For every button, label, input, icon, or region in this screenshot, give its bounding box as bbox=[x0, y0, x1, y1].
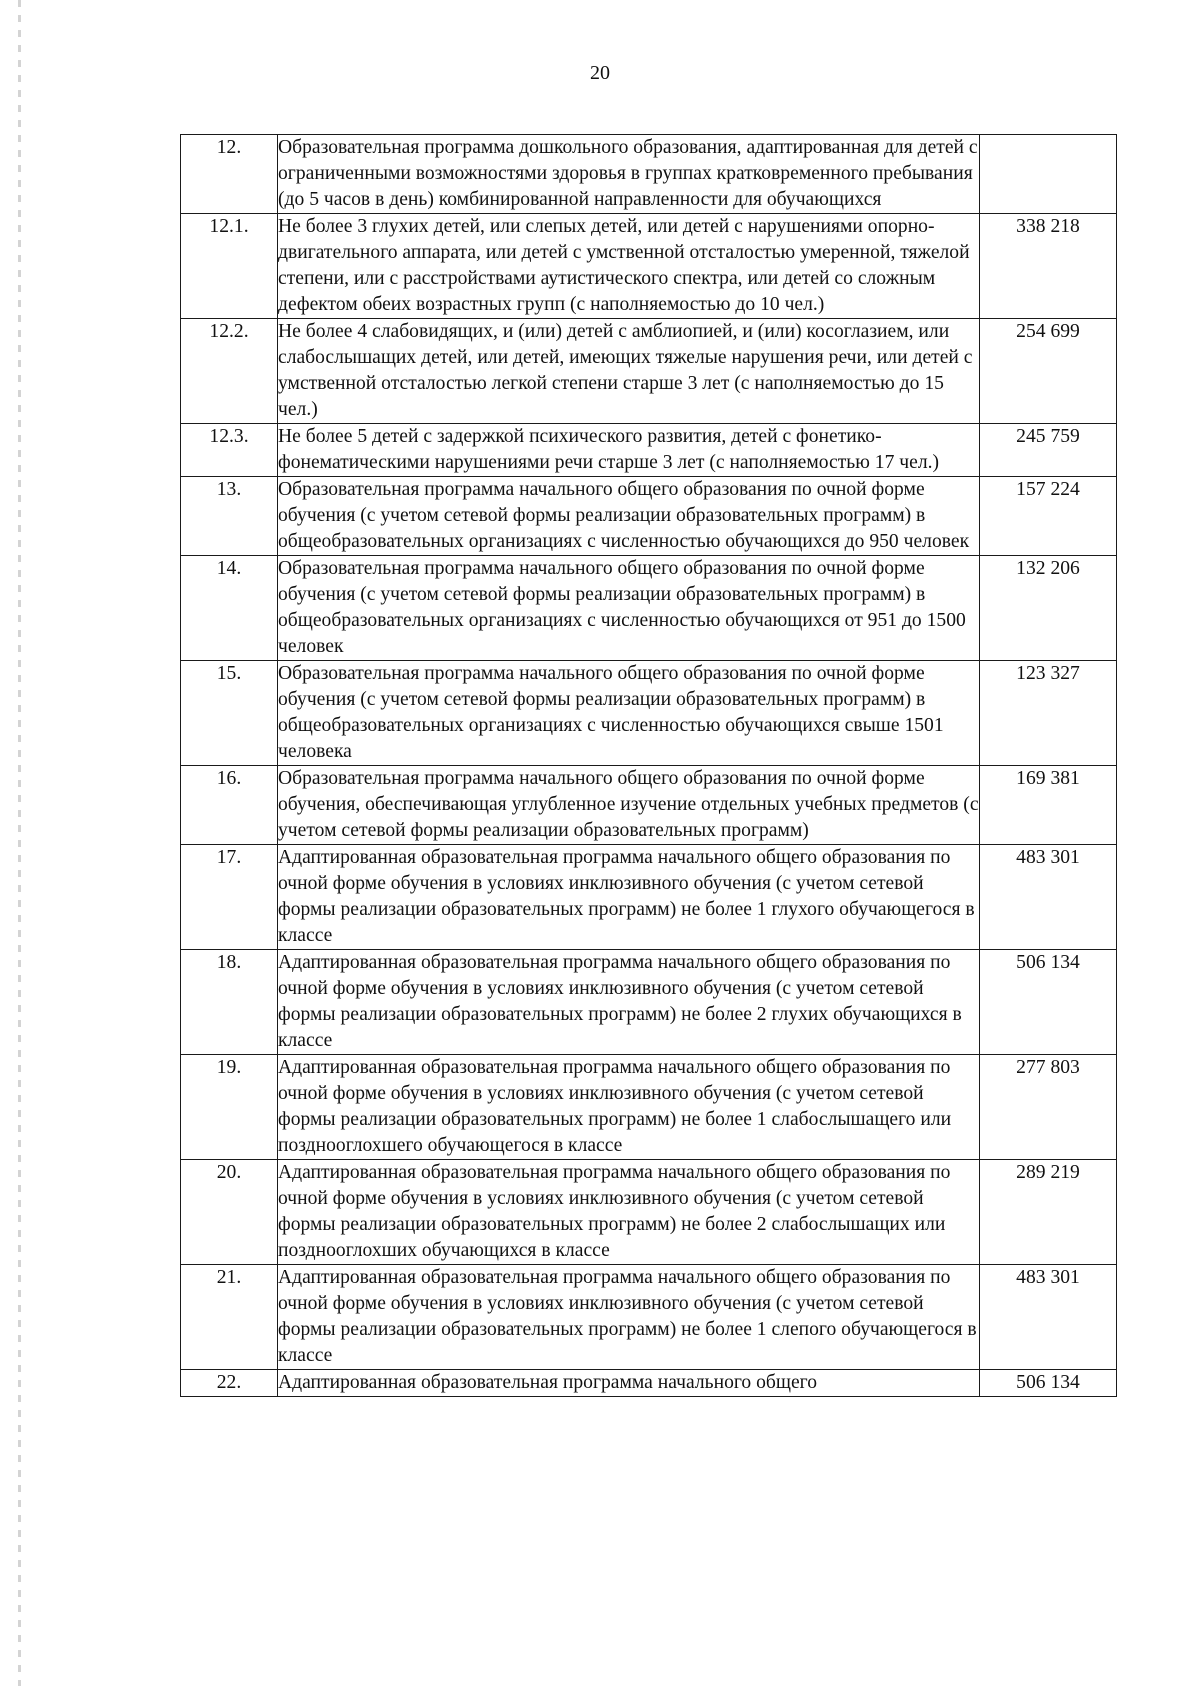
row-description: Образовательная программа начального общего образования по очной форме обучения, обеспечивающая углубленное изучение отдельных учебных предметов (с учетом сетевой формы реализации образовательных программ) bbox=[278, 766, 980, 845]
row-number: 13. bbox=[181, 477, 278, 556]
table-row bbox=[181, 214, 1117, 319]
row-value: 483 301 bbox=[980, 1265, 1117, 1370]
row-number: 22. bbox=[181, 1370, 278, 1397]
row-value: 157 224 bbox=[980, 477, 1117, 556]
row-value: 289 219 bbox=[980, 1160, 1117, 1265]
table-row bbox=[181, 1370, 1117, 1397]
table-row bbox=[181, 766, 1117, 845]
row-value: 123 327 bbox=[980, 661, 1117, 766]
row-value: 245 759 bbox=[980, 424, 1117, 477]
row-description: Не более 3 глухих детей, или слепых детей, или детей с нарушениями опорно-двигательного аппарата, или детей с умственной отсталостью умеренной, тяжелой степени, или с расстройствами аутистического спектра, или детей со сложным дефектом обеих возрастных групп (с наполняемостью до 10 чел.) bbox=[278, 214, 980, 319]
row-description: Адаптированная образовательная программа начального общего образования по очной форме обучения в условиях инклюзивного обучения (с учетом сетевой формы реализации образовательных программ) не более 2 слабослышащих или позднооглохших обучающихся в классе bbox=[278, 1160, 980, 1265]
table-row bbox=[181, 661, 1117, 766]
row-value: 277 803 bbox=[980, 1055, 1117, 1160]
row-value: 483 301 bbox=[980, 845, 1117, 950]
row-description: Адаптированная образовательная программа начального общего bbox=[278, 1370, 980, 1397]
row-number: 20. bbox=[181, 1160, 278, 1265]
page-number: 20 bbox=[590, 62, 610, 84]
row-value: 506 134 bbox=[980, 1370, 1117, 1397]
row-description: Адаптированная образовательная программа начального общего образования по очной форме обучения в условиях инклюзивного обучения (с учетом сетевой формы реализации образовательных программ) не более 1 слабослышащего или позднооглохшего обучающегося в классе bbox=[278, 1055, 980, 1160]
row-number: 12.2. bbox=[181, 319, 278, 424]
row-description: Адаптированная образовательная программа начального общего образования по очной форме обучения в условиях инклюзивного обучения (с учетом сетевой формы реализации образовательных программ) не более 2 глухих обучающихся в классе bbox=[278, 950, 980, 1055]
row-number: 17. bbox=[181, 845, 278, 950]
table-row bbox=[181, 556, 1117, 661]
row-description: Не более 4 слабовидящих, и (или) детей с амблиопией, и (или) косоглазием, или слабослышащих детей, или детей, имеющих тяжелые нарушения речи, или детей с умственной отсталостью легкой степени старше 3 лет (с наполняемостью до 15 чел.) bbox=[278, 319, 980, 424]
row-value bbox=[980, 135, 1117, 214]
row-number: 12.3. bbox=[181, 424, 278, 477]
row-description: Образовательная программа начального общего образования по очной форме обучения (с учетом сетевой формы реализации образовательных программ) в общеобразовательных организациях с численностью обучающихся от 951 до 1500 человек bbox=[278, 556, 980, 661]
row-number: 15. bbox=[181, 661, 278, 766]
row-number: 12. bbox=[181, 135, 278, 214]
table-row bbox=[181, 950, 1117, 1055]
table-row bbox=[181, 1265, 1117, 1370]
table-row bbox=[181, 477, 1117, 556]
table-row bbox=[181, 1160, 1117, 1265]
row-number: 16. bbox=[181, 766, 278, 845]
table-row bbox=[181, 135, 1117, 214]
row-value: 506 134 bbox=[980, 950, 1117, 1055]
row-value: 254 699 bbox=[980, 319, 1117, 424]
row-number: 19. bbox=[181, 1055, 278, 1160]
row-number: 18. bbox=[181, 950, 278, 1055]
table-row bbox=[181, 1055, 1117, 1160]
row-description: Образовательная программа начального общего образования по очной форме обучения (с учетом сетевой формы реализации образовательных программ) в общеобразовательных организациях с численностью обучающихся свыше 1501 человека bbox=[278, 661, 980, 766]
row-description: Образовательная программа начального общего образования по очной форме обучения (с учетом сетевой формы реализации образовательных программ) в общеобразовательных организациях с численностью обучающихся до 950 человек bbox=[278, 477, 980, 556]
row-description: Адаптированная образовательная программа начального общего образования по очной форме обучения в условиях инклюзивного обучения (с учетом сетевой формы реализации образовательных программ) не более 1 слепого обучающегося в классе bbox=[278, 1265, 980, 1370]
row-value: 132 206 bbox=[980, 556, 1117, 661]
row-value: 169 381 bbox=[980, 766, 1117, 845]
row-description: Образовательная программа дошкольного образования, адаптированная для детей с ограниченными возможностями здоровья в группах кратковременного пребывания (до 5 часов в день) комбинированной направленности для обучающихся bbox=[278, 135, 980, 214]
row-number: 21. bbox=[181, 1265, 278, 1370]
table-row bbox=[181, 845, 1117, 950]
row-description: Адаптированная образовательная программа начального общего образования по очной форме обучения в условиях инклюзивного обучения (с учетом сетевой формы реализации образовательных программ) не более 1 глухого обучающегося в классе bbox=[278, 845, 980, 950]
row-number: 14. bbox=[181, 556, 278, 661]
table-row bbox=[181, 424, 1117, 477]
tariff-table bbox=[180, 134, 1117, 1397]
scan-edge bbox=[18, 0, 21, 1686]
table-row bbox=[181, 319, 1117, 424]
row-value: 338 218 bbox=[980, 214, 1117, 319]
row-number: 12.1. bbox=[181, 214, 278, 319]
row-description: Не более 5 детей с задержкой психического развития, детей с фонетико-фонематическими нарушениями речи старше 3 лет (с наполняемостью 17 чел.) bbox=[278, 424, 980, 477]
